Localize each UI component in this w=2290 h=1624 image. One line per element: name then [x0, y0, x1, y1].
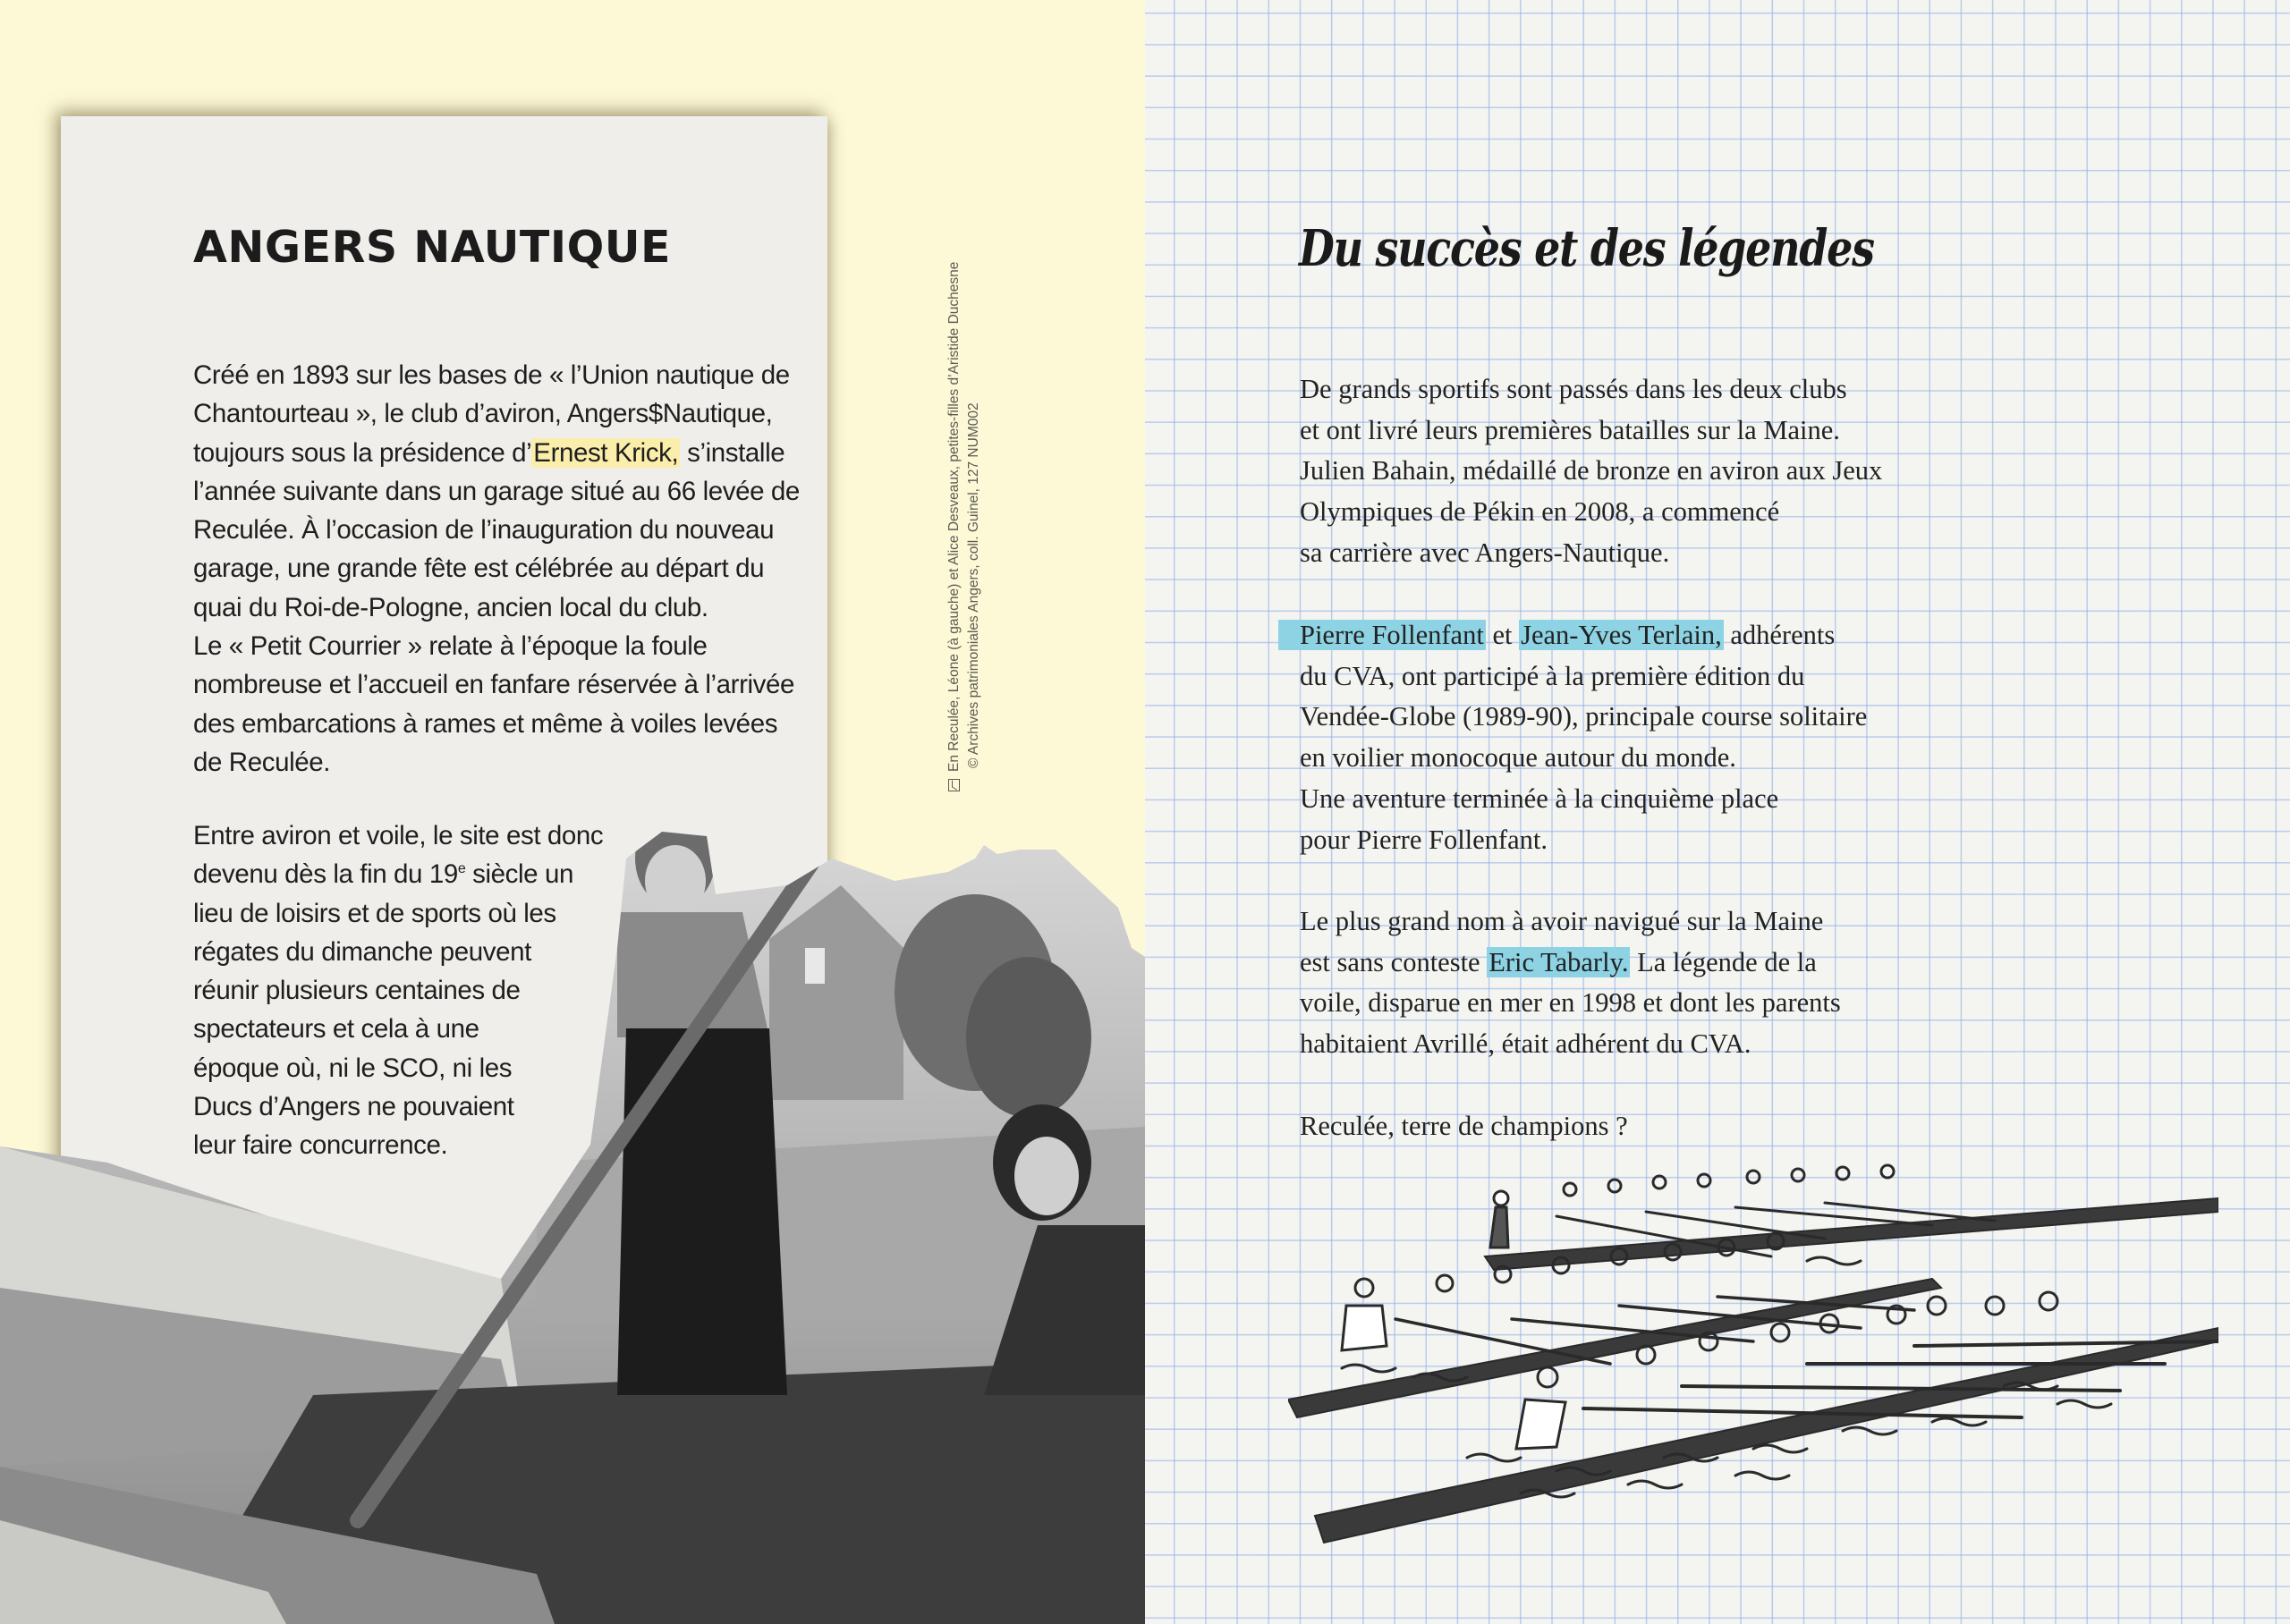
text-line: et ont livré leurs premières batailles sur la Maine. [1300, 414, 1840, 445]
highlight-pierre-follenfant: Pierre Follenfant [1278, 620, 1486, 650]
text-line: en voilier monocoque autour du monde. [1300, 742, 1736, 774]
text-fragment: et [1485, 620, 1520, 650]
text-fragment: s’installe [680, 437, 785, 468]
text-line: époque où, ni le SCO, ni les [193, 1053, 513, 1083]
text-line: sa carrière avec Angers-Nautique. [1300, 537, 1670, 568]
text-line: nombreuse et l’accueil en fanfare réservée à l’arrivée [193, 670, 795, 700]
text-line: Chantourteau », le club d’aviron, Angers$Nautique, [193, 399, 773, 429]
text-line: l’année suivante dans un garage situé au 66 levée de [193, 476, 800, 506]
text-line: Julien Bahain, médaillé de bronze en aviron aux Jeux [1300, 455, 1883, 486]
paragraph-vendee-globe [1300, 615, 2015, 860]
text-line: Créé en 1893 sur les bases de « l’Union nautique de [193, 360, 790, 390]
text-line: des embarcations à rames et même à voiles levées [193, 708, 778, 739]
text-line: Ducs d’Angers ne pouvaient [193, 1092, 514, 1122]
paragraph-athletes [1300, 369, 2015, 574]
image-icon [948, 779, 960, 791]
text-fragment: adhérents [1723, 620, 1836, 650]
text-line: garage, une grande fête est célébrée au départ du [193, 554, 765, 584]
paragraph-closing [1300, 1106, 2015, 1147]
highlight-ernest-krick: Ernest Krick, [533, 437, 679, 468]
text-fragment: La légende de la [1630, 946, 1817, 977]
text-line [1300, 943, 2015, 984]
text-fragment: devenu dès la fin du 19 [193, 859, 458, 890]
highlight-eric-tabarly: Eric Tabarly. [1488, 946, 1629, 977]
text-fragment: est sans conteste [1300, 946, 1488, 977]
text-line: pour Pierre Follenfant. [1300, 824, 1548, 855]
text-line: régates du dimanche peuvent [193, 936, 531, 967]
caption-line [945, 262, 964, 791]
text-line: Reculée. À l’occasion de l’inauguration du nouveau [193, 515, 775, 546]
rowing-illustration [1288, 1163, 2218, 1592]
text-line [193, 855, 819, 893]
text-line: de Reculée. [193, 747, 331, 777]
text-fragment: siècle un [465, 859, 574, 890]
paragraph-site [193, 816, 819, 1165]
boat-hull [1485, 1198, 2218, 1270]
text-line: Le « Petit Courrier » relate à l’époque la foule [193, 631, 708, 662]
text-line: lieu de loisirs et de sports où les [193, 898, 556, 928]
text-line: De grands sportifs sont passés dans les deux clubs [1300, 374, 1847, 404]
text-line: quai du Roi-de-Pologne, ancien local du club. [193, 592, 708, 622]
text-line: Vendée-Globe (1989-90), principale course solitaire [1300, 701, 1868, 732]
boat-hull [1315, 1328, 2218, 1543]
text-line: leur faire concurrence. [193, 1130, 448, 1161]
boat-hull [1288, 1279, 1941, 1417]
page-title: ANGERS NAUTIQUE [193, 222, 671, 273]
text-line: voile, disparue en mer en 1998 et dont les parents [1300, 987, 1841, 1019]
caption-credit: © Archives patrimoniales Angers, coll. Guinel, 127 NUM002 [966, 402, 981, 768]
caption-text: En Reculée, Léone (à gauche) et Alice Desveaux, petites-filles d’Aristide Duchesne [946, 261, 962, 772]
superscript: e [457, 861, 466, 877]
section-title: Du succès et des légendes [1299, 219, 1874, 278]
text-line: Olympiques de Pékin en 2008, a commencé [1300, 496, 1780, 528]
paragraph-tabarly [1300, 901, 2015, 1065]
text-line [1300, 615, 2015, 656]
text-fragment: toujours sous la présidence d’ [193, 437, 532, 468]
text-line: Reculée, terre de champions ? [1300, 1111, 1628, 1141]
text-line: Une aventure terminée à la cinquième place [1300, 782, 1779, 814]
text-line: Le plus grand nom à avoir navigué sur la Maine [1300, 906, 1824, 936]
text-line: réunir plusieurs centaines de [193, 976, 521, 1006]
text-line: Entre aviron et voile, le site est donc [193, 821, 604, 850]
text-line: spectateurs et cela à une [193, 1014, 479, 1045]
photo-caption [945, 262, 984, 791]
text-line: habitaient Avrillé, était adhérent du CVA. [1300, 1028, 1751, 1060]
text-line: du CVA, ont participé à la première édition du [1300, 660, 1805, 691]
highlight-jean-yves-terlain: Jean-Yves Terlain, [1521, 620, 1722, 650]
